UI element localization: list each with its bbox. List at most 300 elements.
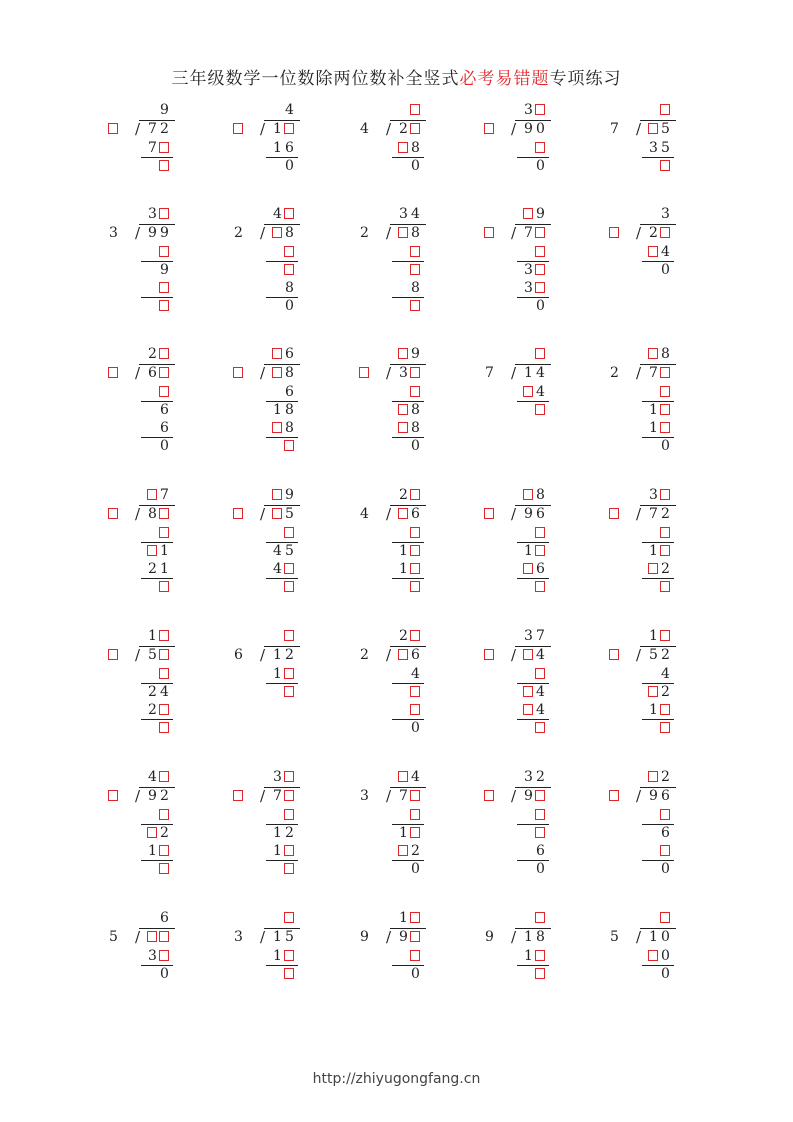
work-step xyxy=(484,825,574,841)
blank-box[interactable] xyxy=(410,386,420,397)
blank-box[interactable] xyxy=(535,827,545,838)
step-digit: 1 xyxy=(273,948,282,964)
work-step xyxy=(108,579,198,595)
division-problem xyxy=(108,487,198,637)
blank-box[interactable] xyxy=(398,422,408,433)
blank-box[interactable] xyxy=(159,722,169,733)
step-digit: 4 xyxy=(273,561,282,577)
step-digit: 4 xyxy=(536,702,545,718)
blank-box[interactable] xyxy=(159,348,169,359)
work-step xyxy=(609,561,699,577)
blank-box[interactable] xyxy=(284,809,294,820)
step-digit: 4 xyxy=(273,543,282,559)
blank-box[interactable] xyxy=(660,845,670,856)
blank-box[interactable] xyxy=(272,367,282,378)
blank-box[interactable] xyxy=(108,367,118,378)
blank-box[interactable] xyxy=(398,508,408,519)
blank-box[interactable] xyxy=(284,630,294,641)
blank-box[interactable] xyxy=(272,348,282,359)
work-step xyxy=(233,684,323,700)
quotient xyxy=(484,346,574,362)
step-digit: 0 xyxy=(536,298,545,314)
dividend-digit: 9 xyxy=(649,788,658,804)
blank-box[interactable] xyxy=(535,809,545,820)
blank-box[interactable] xyxy=(398,404,408,415)
blank-box[interactable] xyxy=(147,931,157,942)
blank-box[interactable] xyxy=(159,950,169,961)
work-step xyxy=(359,684,449,700)
quotient-digit: 4 xyxy=(411,769,420,785)
divisor: 9 xyxy=(360,929,369,945)
work-step xyxy=(609,525,699,541)
blank-box[interactable] xyxy=(284,771,294,782)
division-bracket: / xyxy=(260,646,266,664)
division-problem xyxy=(108,628,198,778)
blank-box[interactable] xyxy=(147,545,157,556)
divisor: 2 xyxy=(360,647,369,663)
division-bracket: / xyxy=(511,646,517,664)
step-digit: 8 xyxy=(411,280,420,296)
work-step xyxy=(233,561,323,577)
division-bracket: / xyxy=(135,505,141,523)
division-problem xyxy=(359,487,449,637)
division-problem xyxy=(484,628,574,778)
quotient xyxy=(484,910,574,926)
division-bracket: / xyxy=(386,120,392,138)
blank-box[interactable] xyxy=(648,246,658,257)
dividend-digit: 6 xyxy=(536,506,545,522)
step-digit: 6 xyxy=(285,140,294,156)
blank-box[interactable] xyxy=(398,227,408,238)
blank-box[interactable] xyxy=(523,386,533,397)
blank-box[interactable] xyxy=(660,545,670,556)
blank-box[interactable] xyxy=(159,845,169,856)
division-bracket: / xyxy=(386,646,392,664)
step-digit: 6 xyxy=(160,402,169,418)
quotient-digit: 1 xyxy=(399,910,408,926)
blank-box[interactable] xyxy=(660,489,670,500)
division-problem xyxy=(484,487,574,637)
blank-box[interactable] xyxy=(410,790,420,801)
work-step xyxy=(609,861,699,877)
blank-box[interactable] xyxy=(284,790,294,801)
dividend-digit: 2 xyxy=(649,225,658,241)
blank-box[interactable] xyxy=(484,649,494,660)
step-digit: 4 xyxy=(536,384,545,400)
division-bracket: / xyxy=(636,928,642,946)
dividend-line xyxy=(359,788,449,804)
division-bracket: / xyxy=(636,787,642,805)
blank-box[interactable] xyxy=(359,367,369,378)
blank-box[interactable] xyxy=(660,809,670,820)
quotient xyxy=(108,769,198,785)
division-bracket: / xyxy=(636,364,642,382)
blank-box[interactable] xyxy=(660,704,670,715)
blank-box[interactable] xyxy=(523,686,533,697)
blank-box[interactable] xyxy=(648,563,658,574)
blank-box[interactable] xyxy=(159,931,169,942)
work-step xyxy=(484,720,574,736)
blank-box[interactable] xyxy=(535,282,545,293)
blank-box[interactable] xyxy=(159,581,169,592)
blank-box[interactable] xyxy=(484,123,494,134)
step-digit: 2 xyxy=(285,825,294,841)
blank-box[interactable] xyxy=(233,508,243,519)
blank-box[interactable] xyxy=(410,931,420,942)
division-problem xyxy=(108,910,198,1060)
blank-box[interactable] xyxy=(159,142,169,153)
work-step xyxy=(484,384,574,400)
dividend-line xyxy=(609,121,699,137)
blank-box[interactable] xyxy=(660,722,670,733)
division-bracket: / xyxy=(511,364,517,382)
blank-box[interactable] xyxy=(159,300,169,311)
division-bracket: / xyxy=(260,224,266,242)
blank-box[interactable] xyxy=(535,527,545,538)
quotient xyxy=(108,102,198,118)
blank-box[interactable] xyxy=(660,422,670,433)
quotient xyxy=(609,206,699,222)
dividend-line xyxy=(108,929,198,945)
blank-box[interactable] xyxy=(535,950,545,961)
work-step xyxy=(233,402,323,418)
blank-box[interactable] xyxy=(535,668,545,679)
work-step xyxy=(108,825,198,841)
blank-box[interactable] xyxy=(284,845,294,856)
dividend-line xyxy=(108,121,198,137)
blank-box[interactable] xyxy=(535,104,545,115)
blank-box[interactable] xyxy=(284,246,294,257)
work-step xyxy=(609,262,699,278)
dividend-digit: 6 xyxy=(411,506,420,522)
work-step xyxy=(359,140,449,156)
blank-box[interactable] xyxy=(398,348,408,359)
blank-box[interactable] xyxy=(609,649,619,660)
blank-box[interactable] xyxy=(410,827,420,838)
blank-box[interactable] xyxy=(398,142,408,153)
division-problem xyxy=(609,769,699,919)
quotient-digit: 6 xyxy=(285,346,294,362)
work-step xyxy=(108,280,198,296)
blank-box[interactable] xyxy=(484,227,494,238)
blank-box[interactable] xyxy=(147,489,157,500)
step-digit: 2 xyxy=(661,561,670,577)
work-step xyxy=(108,807,198,823)
dividend-line xyxy=(609,788,699,804)
blank-box[interactable] xyxy=(410,563,420,574)
divisor: 9 xyxy=(485,929,494,945)
blank-box[interactable] xyxy=(159,704,169,715)
dividend-digit: 1 xyxy=(273,929,282,945)
blank-box[interactable] xyxy=(660,160,670,171)
division-problem xyxy=(233,628,323,778)
quotient xyxy=(609,910,699,926)
blank-box[interactable] xyxy=(535,404,545,415)
blank-box[interactable] xyxy=(660,527,670,538)
blank-box[interactable] xyxy=(284,863,294,874)
blank-box[interactable] xyxy=(284,440,294,451)
quotient xyxy=(233,487,323,503)
blank-box[interactable] xyxy=(535,790,545,801)
dividend-digit: 9 xyxy=(160,225,169,241)
blank-box[interactable] xyxy=(535,912,545,923)
division-bracket: / xyxy=(260,364,266,382)
blank-box[interactable] xyxy=(272,489,282,500)
blank-box[interactable] xyxy=(660,227,670,238)
division-bracket: / xyxy=(386,928,392,946)
quotient xyxy=(484,487,574,503)
blank-box[interactable] xyxy=(233,123,243,134)
blank-box[interactable] xyxy=(523,704,533,715)
blank-box[interactable] xyxy=(284,123,294,134)
blank-box[interactable] xyxy=(159,809,169,820)
blank-box[interactable] xyxy=(410,527,420,538)
work-step xyxy=(609,140,699,156)
blank-box[interactable] xyxy=(535,722,545,733)
blank-box[interactable] xyxy=(410,123,420,134)
blank-box[interactable] xyxy=(284,686,294,697)
blank-box[interactable] xyxy=(159,649,169,660)
dividend-digit: 9 xyxy=(524,506,533,522)
blank-box[interactable] xyxy=(523,649,533,660)
blank-box[interactable] xyxy=(410,264,420,275)
step-digit: 0 xyxy=(661,948,670,964)
blank-box[interactable] xyxy=(108,790,118,801)
division-bracket: / xyxy=(386,224,392,242)
blank-box[interactable] xyxy=(272,422,282,433)
quotient-digit: 9 xyxy=(536,206,545,222)
blank-box[interactable] xyxy=(535,968,545,979)
blank-box[interactable] xyxy=(609,227,619,238)
dividend-line xyxy=(484,225,574,241)
work-step xyxy=(108,384,198,400)
dividend-digit: 9 xyxy=(399,929,408,945)
quotient-digit: 3 xyxy=(148,206,157,222)
work-step xyxy=(108,948,198,964)
blank-box[interactable] xyxy=(410,686,420,697)
blank-box[interactable] xyxy=(233,367,243,378)
dividend-digit: 8 xyxy=(285,225,294,241)
dividend-digit: 4 xyxy=(536,365,545,381)
blank-box[interactable] xyxy=(284,563,294,574)
blank-box[interactable] xyxy=(523,489,533,500)
blank-box[interactable] xyxy=(108,123,118,134)
blank-box[interactable] xyxy=(523,208,533,219)
blank-box[interactable] xyxy=(159,246,169,257)
blank-box[interactable] xyxy=(410,246,420,257)
dividend-line xyxy=(484,929,574,945)
work-step xyxy=(108,666,198,682)
step-digit: 5 xyxy=(285,543,294,559)
division-problem xyxy=(233,346,323,496)
quotient xyxy=(484,102,574,118)
blank-box[interactable] xyxy=(410,104,420,115)
work-step xyxy=(108,298,198,314)
step-digit: 0 xyxy=(661,262,670,278)
work-step xyxy=(609,807,699,823)
step-digit: 1 xyxy=(399,561,408,577)
blank-box[interactable] xyxy=(159,630,169,641)
blank-box[interactable] xyxy=(284,264,294,275)
blank-box[interactable] xyxy=(108,508,118,519)
step-digit: 2 xyxy=(148,684,157,700)
work-step xyxy=(233,420,323,436)
dividend-line xyxy=(484,365,574,381)
work-step xyxy=(609,720,699,736)
blank-box[interactable] xyxy=(660,912,670,923)
work-step xyxy=(484,702,574,718)
blank-box[interactable] xyxy=(535,264,545,275)
quotient xyxy=(484,769,574,785)
blank-box[interactable] xyxy=(609,790,619,801)
step-digit: 0 xyxy=(411,438,420,454)
blank-box[interactable] xyxy=(410,489,420,500)
blank-box[interactable] xyxy=(284,668,294,679)
blank-box[interactable] xyxy=(159,508,169,519)
work-step xyxy=(609,158,699,174)
work-step xyxy=(108,244,198,260)
step-digit: 1 xyxy=(273,402,282,418)
blank-box[interactable] xyxy=(284,527,294,538)
quotient xyxy=(484,206,574,222)
blank-box[interactable] xyxy=(159,863,169,874)
dividend-digit: 8 xyxy=(536,929,545,945)
blank-box[interactable] xyxy=(410,912,420,923)
step-digit: 7 xyxy=(148,140,157,156)
blank-box[interactable] xyxy=(284,968,294,979)
quotient xyxy=(108,487,198,503)
work-step xyxy=(609,684,699,700)
blank-box[interactable] xyxy=(398,649,408,660)
blank-box[interactable] xyxy=(535,227,545,238)
division-bracket: / xyxy=(636,505,642,523)
quotient xyxy=(609,346,699,362)
blank-box[interactable] xyxy=(660,404,670,415)
blank-box[interactable] xyxy=(272,508,282,519)
step-digit: 2 xyxy=(411,843,420,859)
title-part2: 专项练习 xyxy=(549,69,622,89)
blank-box[interactable] xyxy=(523,563,533,574)
division-bracket: / xyxy=(135,364,141,382)
blank-box[interactable] xyxy=(159,527,169,538)
blank-box[interactable] xyxy=(272,227,282,238)
quotient xyxy=(484,628,574,644)
divisor: 6 xyxy=(234,647,243,663)
quotient xyxy=(233,769,323,785)
blank-box[interactable] xyxy=(535,142,545,153)
blank-box[interactable] xyxy=(284,950,294,961)
dividend-digit: 2 xyxy=(285,647,294,663)
work-step xyxy=(108,402,198,418)
division-bracket: / xyxy=(511,928,517,946)
blank-box[interactable] xyxy=(108,649,118,660)
blank-box[interactable] xyxy=(535,581,545,592)
step-digit: 1 xyxy=(649,420,658,436)
quotient-digit: 4 xyxy=(273,206,282,222)
blank-box[interactable] xyxy=(284,912,294,923)
dividend-line xyxy=(609,506,699,522)
division-problem xyxy=(359,206,449,356)
dividend-line xyxy=(233,225,323,241)
blank-box[interactable] xyxy=(398,771,408,782)
blank-box[interactable] xyxy=(648,771,658,782)
step-digit: 0 xyxy=(285,158,294,174)
blank-box[interactable] xyxy=(233,790,243,801)
blank-box[interactable] xyxy=(159,771,169,782)
blank-box[interactable] xyxy=(648,686,658,697)
blank-box[interactable] xyxy=(535,545,545,556)
blank-box[interactable] xyxy=(159,160,169,171)
blank-box[interactable] xyxy=(159,208,169,219)
blank-box[interactable] xyxy=(159,668,169,679)
blank-box[interactable] xyxy=(410,545,420,556)
blank-box[interactable] xyxy=(147,827,157,838)
blank-box[interactable] xyxy=(484,508,494,519)
blank-box[interactable] xyxy=(648,950,658,961)
blank-box[interactable] xyxy=(648,348,658,359)
blank-box[interactable] xyxy=(660,581,670,592)
work-step xyxy=(233,948,323,964)
work-step xyxy=(233,384,323,400)
blank-box[interactable] xyxy=(410,950,420,961)
blank-box[interactable] xyxy=(484,790,494,801)
blank-box[interactable] xyxy=(609,508,619,519)
blank-box[interactable] xyxy=(410,581,420,592)
step-digit: 1 xyxy=(399,543,408,559)
division-problem xyxy=(484,346,574,496)
blank-box[interactable] xyxy=(159,367,169,378)
quotient-digit: 4 xyxy=(411,206,420,222)
division-problem xyxy=(484,206,574,356)
dividend-digit: 5 xyxy=(649,647,658,663)
blank-box[interactable] xyxy=(410,630,420,641)
blank-box[interactable] xyxy=(284,208,294,219)
work-step xyxy=(609,438,699,454)
step-digit: 8 xyxy=(285,420,294,436)
dividend-line xyxy=(359,647,449,663)
quotient-digit: 9 xyxy=(160,102,169,118)
blank-box[interactable] xyxy=(535,246,545,257)
division-problem xyxy=(108,346,198,496)
blank-box[interactable] xyxy=(660,630,670,641)
work-step xyxy=(108,543,198,559)
blank-box[interactable] xyxy=(648,123,658,134)
division-bracket: / xyxy=(260,120,266,138)
quotient xyxy=(359,769,449,785)
blank-box[interactable] xyxy=(660,386,670,397)
blank-box[interactable] xyxy=(159,386,169,397)
blank-box[interactable] xyxy=(159,282,169,293)
blank-box[interactable] xyxy=(660,104,670,115)
work-step xyxy=(233,666,323,682)
quotient xyxy=(359,910,449,926)
division-bracket: / xyxy=(636,120,642,138)
blank-box[interactable] xyxy=(410,300,420,311)
blank-box[interactable] xyxy=(410,809,420,820)
step-digit: 4 xyxy=(661,666,670,682)
blank-box[interactable] xyxy=(410,367,420,378)
blank-box[interactable] xyxy=(284,581,294,592)
blank-box[interactable] xyxy=(410,704,420,715)
blank-box[interactable] xyxy=(660,367,670,378)
work-step xyxy=(484,861,574,877)
dividend-digit: 7 xyxy=(524,225,533,241)
quotient-digit: 9 xyxy=(411,346,420,362)
dividend-line xyxy=(108,225,198,241)
blank-box[interactable] xyxy=(535,348,545,359)
work-step xyxy=(484,402,574,418)
blank-box[interactable] xyxy=(398,845,408,856)
